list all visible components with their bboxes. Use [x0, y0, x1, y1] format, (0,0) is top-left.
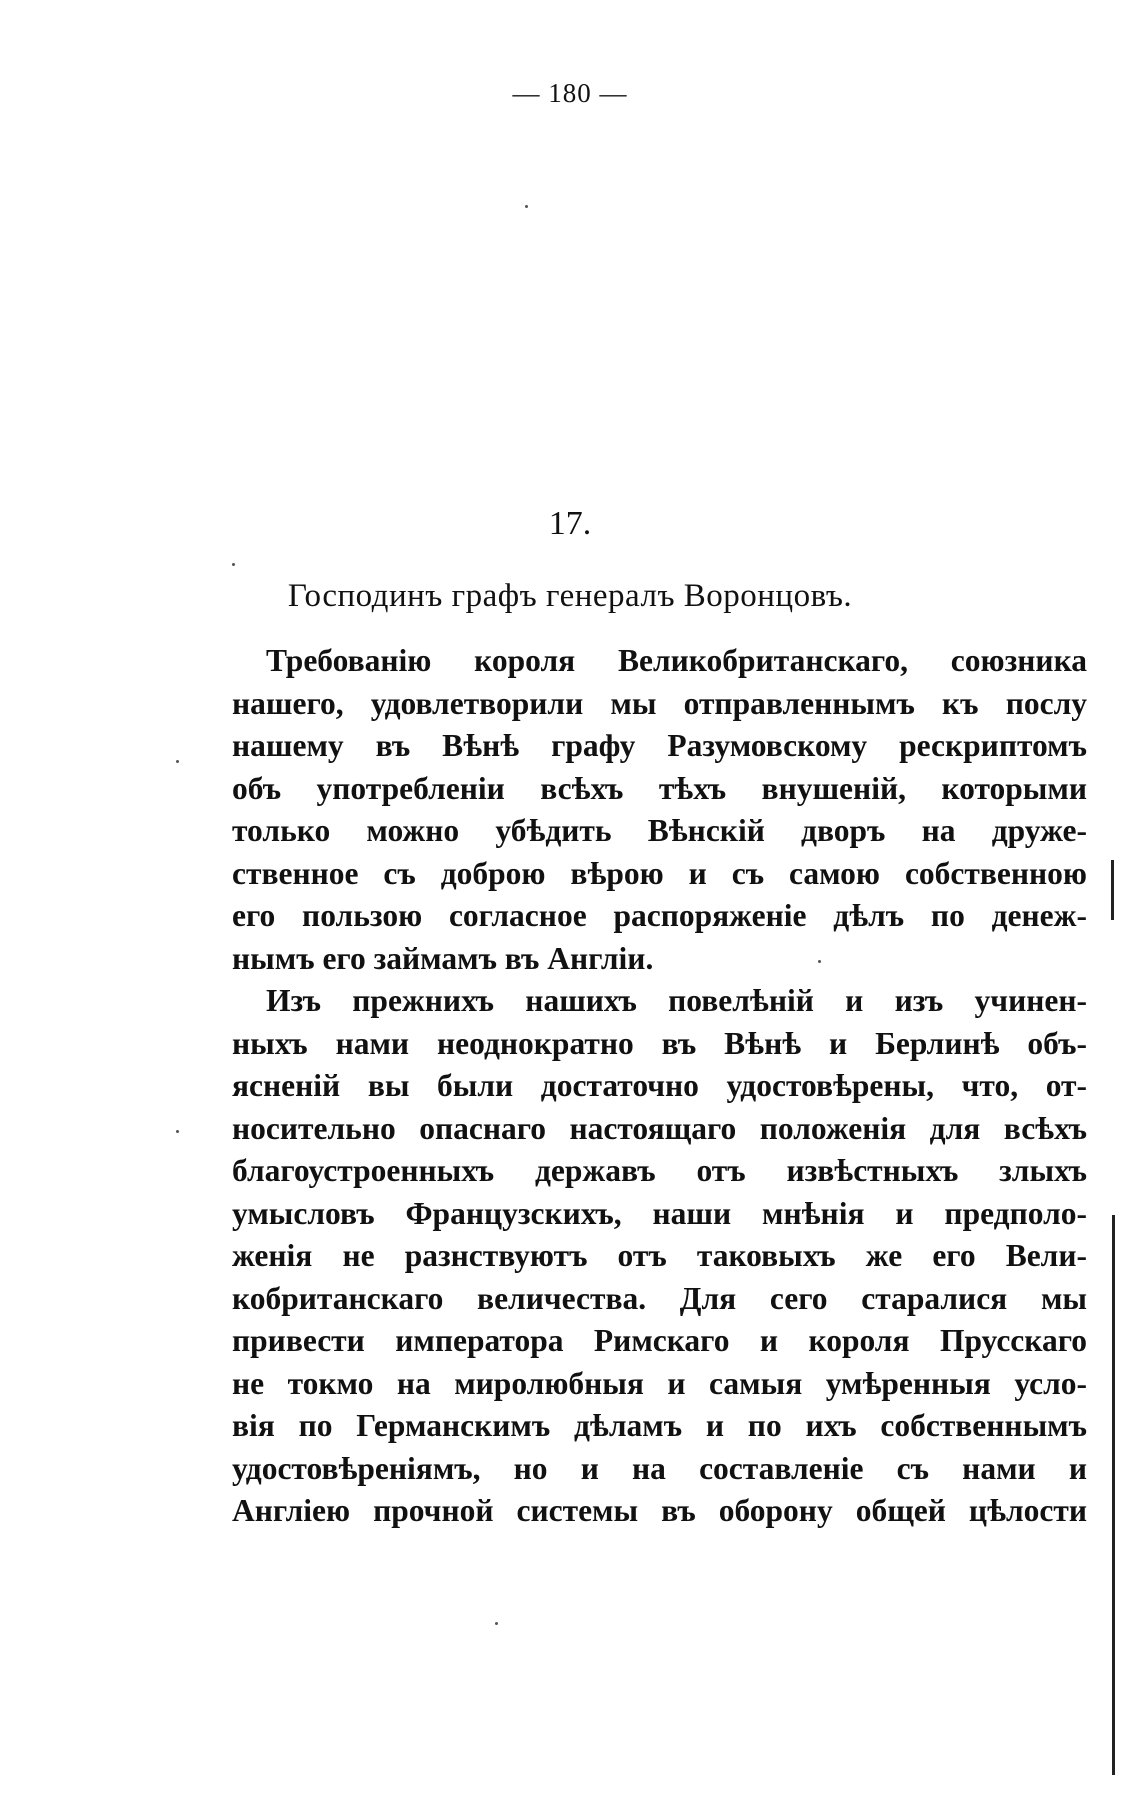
text-line: нымъ его займамъ въ Англіи. — [232, 940, 654, 976]
text-line: Требованію короля Великобританскаго, союзника — [266, 643, 1087, 678]
text-line: Изъ прежнихъ нашихъ повелѣній и изъ учинен- — [266, 983, 1087, 1018]
scan-speck — [525, 205, 528, 208]
text-line: носительно опаснаго настоящаго положенія для всѣхъ — [232, 1110, 1087, 1146]
text-line: женія не разнствуютъ отъ таковыхъ же его Вели- — [232, 1238, 1087, 1273]
text-line: ясненій вы были достаточно удостовѣрены, что, от- — [232, 1068, 1087, 1103]
paragraph — [232, 980, 1087, 1533]
text-line: объ употребленіи всѣхъ тѣхъ внушеній, которыми — [232, 770, 1087, 806]
scan-speck — [818, 960, 821, 963]
text-line: только можно убѣдить Вѣнскій дворъ на друже- — [232, 813, 1087, 848]
page-number: — 180 — — [512, 78, 628, 108]
text-line: умысловъ Французскихъ, наши мнѣнія и предполо- — [232, 1195, 1087, 1231]
text-line: благоустроенныхъ державъ отъ извѣстныхъ злыхъ — [232, 1153, 1087, 1188]
text-line: кобританскаго величества. Для сего старалися мы — [232, 1280, 1087, 1316]
text-line: Англіею прочной системы въ оборону общей цѣлости — [232, 1493, 1087, 1528]
scan-speck — [232, 563, 235, 566]
scan-speck — [176, 760, 179, 763]
text-line: его пользою согласное распоряженіе дѣлъ по денеж- — [232, 898, 1087, 933]
text-line: привести императора Римскаго и короля Прусскаго — [232, 1323, 1087, 1358]
text-line: удостовѣреніямъ, но и на составленіе съ нами и — [232, 1450, 1087, 1486]
text-line: вія по Германскимъ дѣламъ и по ихъ собственнымъ — [232, 1408, 1087, 1443]
scan-speck — [176, 1130, 179, 1133]
section-number: 17. — [548, 505, 592, 542]
scan-speck — [495, 1622, 498, 1625]
letter-body — [232, 640, 1087, 1533]
text-line: ныхъ нами неоднократно въ Вѣнѣ и Берлинѣ объ- — [232, 1025, 1087, 1061]
text-line: нашего, удовлетворили мы отправленнымъ къ послу — [232, 685, 1087, 721]
margin-rule — [1111, 860, 1114, 920]
paragraph — [232, 640, 1087, 980]
text-line: ственное съ доброю вѣрою и съ самою собственною — [232, 855, 1087, 891]
margin-rule — [1112, 1215, 1115, 1775]
text-line: не токмо на миролюбныя и самыя умѣренныя усло- — [232, 1365, 1087, 1401]
text-line: нашему въ Вѣнѣ графу Разумовскому рескриптомъ — [232, 728, 1087, 763]
letter-address: Господинъ графъ генералъ Воронцовъ. — [287, 578, 853, 614]
